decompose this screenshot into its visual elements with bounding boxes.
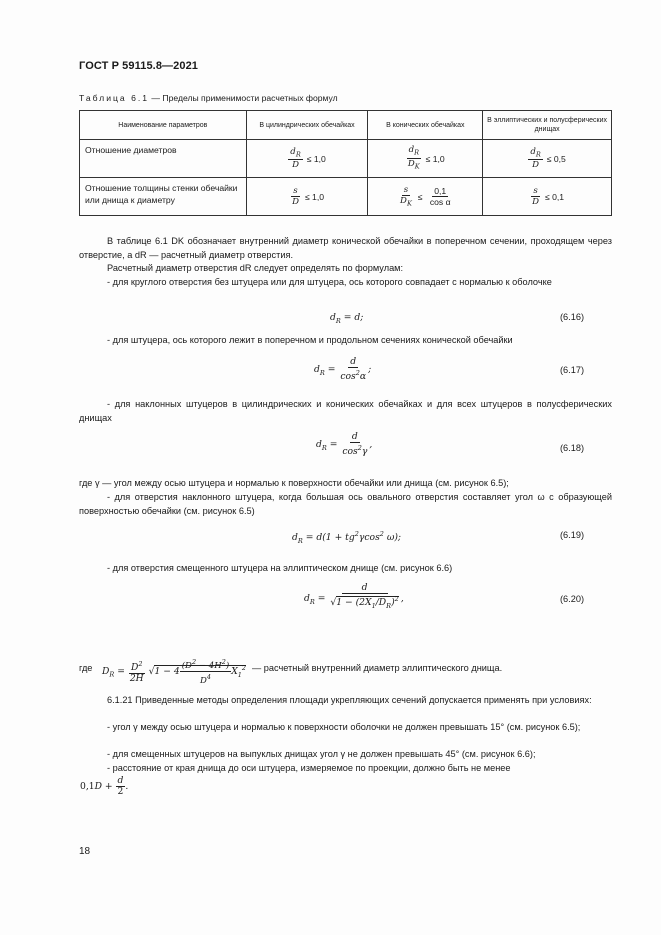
paragraph: - для наклонных штуцеров в цилиндрических и конических обечайках и для всех штуцеров в полусферических днищах bbox=[79, 399, 612, 423]
paragraph: - для круглого отверстия без штуцера или для штуцера, ось которого совпадает с нормалью к оболочке bbox=[107, 277, 552, 287]
equation-6-16: $d_R = d$; bbox=[330, 312, 364, 325]
equation-number: (6.16) bbox=[560, 312, 585, 322]
equation-6-19: $d_R = d(1 + tg^2\gamma\cos^2$ ω); bbox=[292, 530, 402, 545]
paragraph: Расчетный диаметр отверстия dR следует определять по формулам: bbox=[107, 263, 404, 273]
row-name: Отношение диаметров bbox=[80, 140, 247, 178]
paragraph: В таблице 6.1 DK обозначает внутренний диаметр конической обечайки в поперечном сечении, проходящем через отверстие, а dR — расчетный диаметр отверстия. bbox=[79, 236, 612, 260]
formula-cell: $\frac{d_R}{D}$ ≤ 1,0 bbox=[246, 140, 368, 178]
table-caption-label: Таблица 6.1 bbox=[79, 93, 150, 103]
paragraph: - расстояние от края днища до оси штуцера, измеряемое по проекции, должно быть не менее bbox=[107, 763, 511, 773]
equation-6-20: $d_R$ = $\frac{d}{√1 - (2X_1/D_R)^2}$ , bbox=[304, 582, 404, 610]
paragraph: где γ — угол между осью штуцера и нормалью к поверхности обечайки или днища (см. рисунок 6.5); bbox=[79, 478, 509, 488]
paragraph: - для штуцера, ось которого лежит в поперечном и продольном сечениях конической обечайки bbox=[107, 335, 513, 345]
paragraph: 6.1.21 Приведенные методы определения площади укрепляющих сечений допускается применять при условиях: bbox=[107, 695, 592, 705]
equation-number: (6.18) bbox=[560, 443, 585, 453]
table-row bbox=[80, 140, 612, 178]
equation-number: (6.20) bbox=[560, 594, 585, 604]
row-name: Отношение толщины стенки обечайки или днища к диаметру bbox=[80, 178, 247, 216]
page-number: 18 bbox=[79, 846, 91, 857]
paragraph: - для отверстия наклонного штуцера, когда большая ось овального отверстия составляет угол ω с образующей поверхностью обечайки (см. рисунок 6.5) bbox=[79, 492, 612, 516]
dr-definition: — расчетный внутренний диаметр эллиптического днища. bbox=[252, 663, 503, 673]
paragraph: - для отверстия смещенного штуцера на эллиптическом днище (см. рисунок 6.6) bbox=[107, 563, 453, 573]
page-header: ГОСТ Р 59115.8—2021 bbox=[79, 60, 199, 72]
paragraph: - для смещенных штуцеров на выпуклых днищах угол γ не должен превышать 45° (см. рисунок 6.6); bbox=[107, 749, 536, 759]
formula-cell: $\frac{d_R}{D}$ ≤ 0,5 bbox=[483, 140, 612, 178]
formula-cell: $\frac{d_R}{D_K}$ ≤ 1,0 bbox=[368, 140, 483, 178]
formula-cell: $\frac{s}{D}$ ≤ 1,0 bbox=[246, 178, 368, 216]
col-header-elliptical: В эллиптических и полусферических днищах bbox=[483, 111, 612, 140]
equation-number: (6.17) bbox=[560, 365, 585, 375]
table-caption bbox=[79, 93, 338, 103]
paragraph: - угол γ между осью штуцера и нормалью к поверхности оболочки не должен превышать 15° (см. рисунок 6.5); bbox=[107, 722, 581, 732]
dr-definition-pre: где bbox=[79, 663, 93, 673]
col-header-conical: В конических обечайках bbox=[368, 111, 483, 140]
table-header-row bbox=[80, 111, 612, 140]
equation-6-18: $d_R$ = $\frac{d}{\cos^2\gamma}$ , bbox=[316, 431, 373, 458]
equation-6-17: $d_R$ = $\frac{d}{\cos^2\alpha}$ ; bbox=[314, 356, 372, 383]
applicability-table bbox=[79, 110, 612, 216]
table-caption-text: — Пределы применимости расчетных формул bbox=[151, 93, 338, 103]
equation-number: (6.19) bbox=[560, 530, 585, 540]
equation-dr: $D_R$ = $\frac{D^2}{2H}$ √1 − 4 $\frac{(D^2 - 4H^2)}{D^4}$ $X_1^2$ bbox=[102, 658, 247, 686]
formula-cell: $\frac{s}{D}$ ≤ 0,1 bbox=[483, 178, 612, 216]
table-row bbox=[80, 178, 612, 216]
col-header-cylindrical: В цилиндрических обечайках bbox=[246, 111, 368, 140]
equation-min-distance: 0,1D + $\frac{d}{2}$ . bbox=[80, 775, 129, 797]
formula-cell: $\frac{s}{D_K}$ ≤ $\frac{0,1}{\text{cos α}}$ bbox=[368, 178, 483, 216]
col-header-params: Наименование параметров bbox=[80, 111, 247, 140]
